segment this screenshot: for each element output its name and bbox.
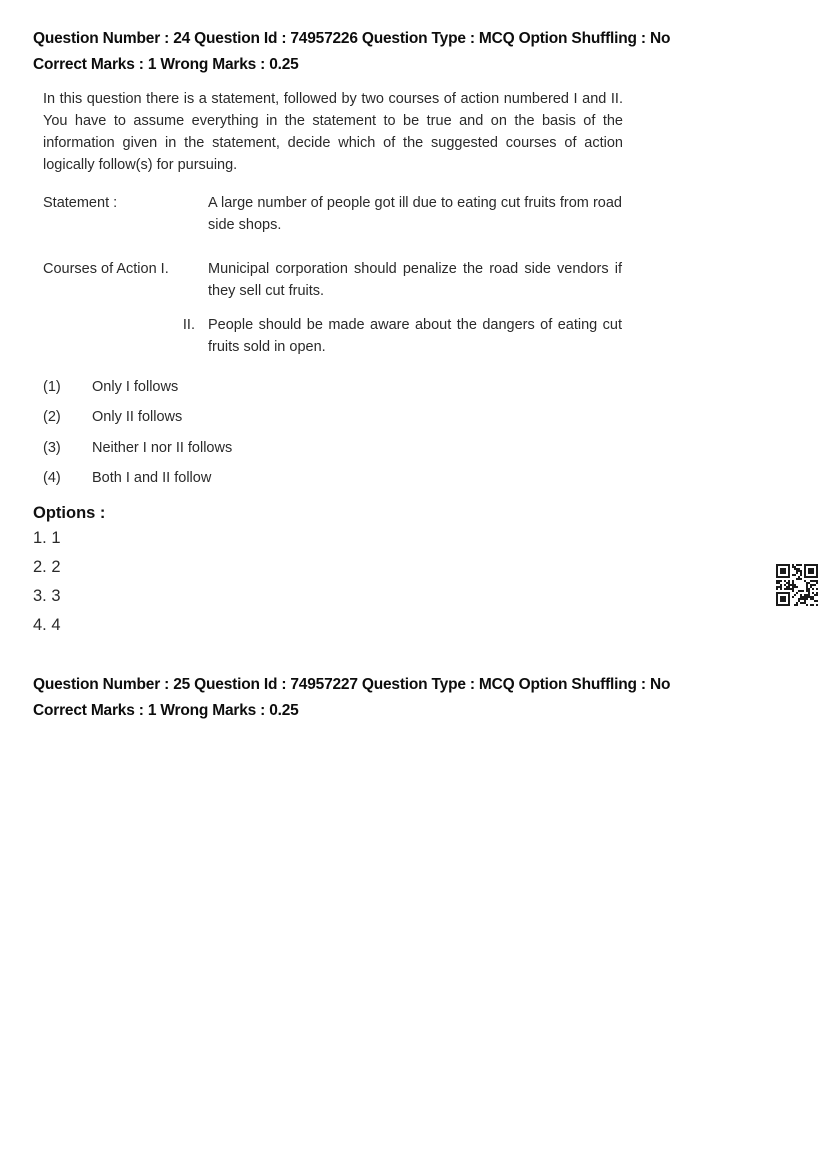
choice-row-4 xyxy=(43,463,623,493)
choice-number: (4) xyxy=(43,469,61,486)
question-25 xyxy=(33,672,793,724)
course-of-action-2-row xyxy=(43,314,623,358)
option-item-2: 2. 2 xyxy=(33,557,61,576)
question-intro-paragraph: In this question there is a statement, followed by two courses of action numbered I and II. You have to assume everything in the statement to be true and on the basis of the information given in the statement, decide which of the suggested courses of action logically follow(s) for pursuing. xyxy=(43,91,623,173)
choice-text: Neither I nor II follows xyxy=(92,439,233,456)
choice-number: (3) xyxy=(43,439,61,456)
options-heading: Options : xyxy=(33,504,106,523)
choice-list xyxy=(43,372,623,493)
question-25-header xyxy=(33,672,793,724)
course-of-action-1-text: Municipal corporation should penalize the road side vendors if they sell cut fruits. xyxy=(208,261,622,299)
question-24 xyxy=(33,26,793,639)
statement-label: Statement : xyxy=(43,195,118,211)
choice-row-2 xyxy=(43,402,623,432)
option-item-1: 1. 1 xyxy=(33,529,61,548)
qr-code-icon xyxy=(776,564,818,606)
course-of-action-1-row xyxy=(43,258,623,302)
question-24-header-line2: Correct Marks : 1 Wrong Marks : 0.25 xyxy=(33,56,299,73)
statement-text: A large number of people got ill due to eating cut fruits from road side shops. xyxy=(208,195,622,233)
question-25-header-line2: Correct Marks : 1 Wrong Marks : 0.25 xyxy=(33,702,299,720)
choice-text: Both I and II follow xyxy=(92,469,212,486)
question-24-header-line1: Question Number : 24 Question Id : 74957226 Question Type : MCQ Option Shuffling : No xyxy=(33,30,671,47)
choice-row-3 xyxy=(43,433,623,463)
option-item-3: 3. 3 xyxy=(33,586,61,605)
options-block xyxy=(33,503,793,639)
course-of-action-2-label: II. xyxy=(182,317,195,333)
course-of-action-1-label: Courses of Action I. xyxy=(43,261,169,277)
choice-number: (1) xyxy=(43,379,61,395)
question-24-body xyxy=(43,88,623,493)
question-25-header-line1: Question Number : 25 Question Id : 74957227 Question Type : MCQ Option Shuffling : No xyxy=(33,676,671,694)
course-of-action-2-text: People should be made aware about the dangers of eating cut fruits sold in open. xyxy=(208,317,622,355)
choice-row-1 xyxy=(43,372,623,402)
choice-text: Only II follows xyxy=(92,409,183,426)
option-item-4: 4. 4 xyxy=(33,615,61,634)
statement-row xyxy=(43,192,623,236)
choice-text: Only I follows xyxy=(92,379,179,395)
question-24-header xyxy=(33,26,793,78)
choice-number: (2) xyxy=(43,409,61,426)
